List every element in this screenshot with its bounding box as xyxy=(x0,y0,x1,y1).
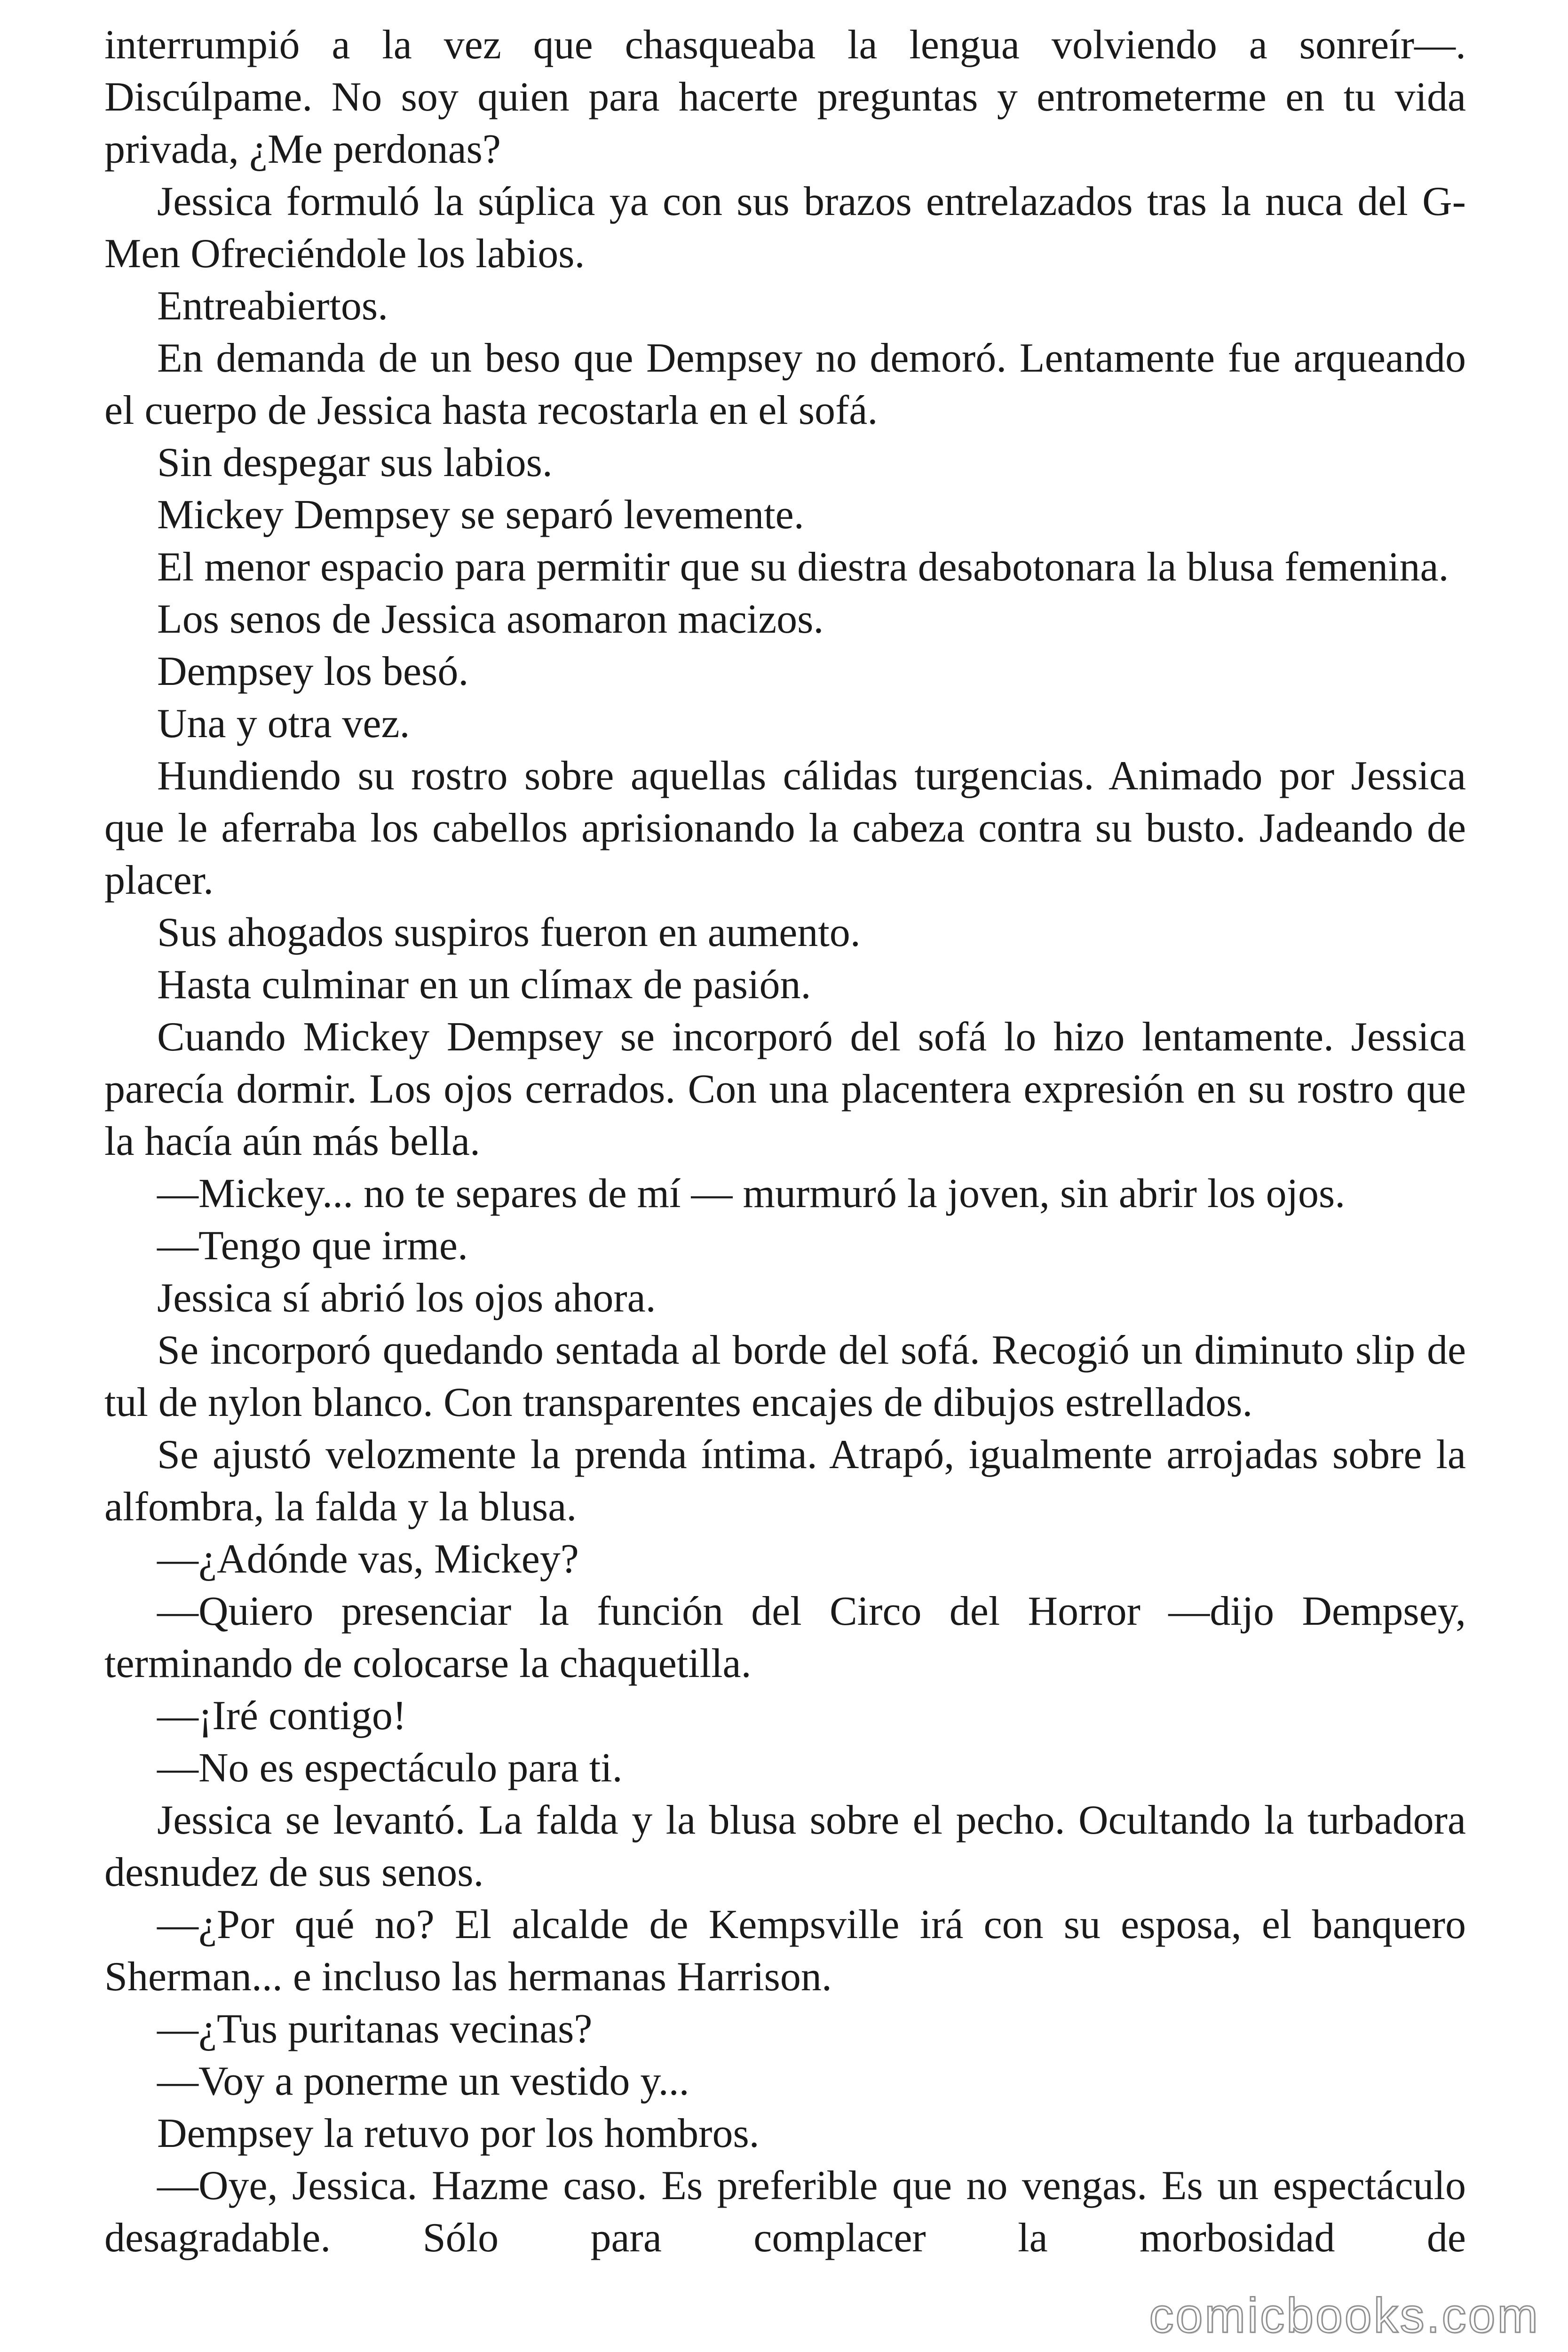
paragraph: En demanda de un beso que Dempsey no demoró. Lentamente fue arqueando el cuerpo de Jessica hasta recostarla en el sofá. xyxy=(104,335,1466,433)
book-page-text xyxy=(104,19,1466,2264)
paragraph: Los senos de Jessica asomaron macizos. xyxy=(157,596,824,642)
paragraph: Sus ahogados suspiros fueron en aumento. xyxy=(157,910,861,955)
watermark-text: comicbooks.com xyxy=(1149,2288,1540,2343)
paragraph: interrumpió a la vez que chasqueaba la lengua volviendo a sonreír—. Discúlpame. No soy quien para hacerte preguntas y entrometerme en tu vida privada, ¿Me perdonas? xyxy=(104,22,1466,172)
paragraph: Dempsey la retuvo por los hombros. xyxy=(157,2111,760,2156)
paragraph: —¿Tus puritanas vecinas? xyxy=(157,2006,593,2052)
paragraph: —¡Iré contigo! xyxy=(157,1693,407,1739)
paragraph: —Mickey... no te separes de mí — murmuró la joven, sin abrir los ojos. xyxy=(157,1171,1346,1216)
paragraph: —Oye, Jessica. Hazme caso. Es preferible que no vengas. Es un espectáculo desagradable. Sólo para complacer la morbosidad de xyxy=(104,2163,1466,2261)
paragraph: Cuando Mickey Dempsey se incorporó del sofá lo hizo lentamente. Jessica parecía dormir. Los ojos cerrados. Con una placentera expresión en su rostro que la hacía aún más bella. xyxy=(104,1014,1466,1164)
paragraph: Se ajustó velozmente la prenda íntima. Atrapó, igualmente arrojadas sobre la alfombra, la falda y la blusa. xyxy=(104,1432,1466,1530)
paragraph: —No es espectáculo para ti. xyxy=(157,1745,623,1791)
paragraph: —¿Adónde vas, Mickey? xyxy=(157,1536,579,1582)
paragraph: —Voy a ponerme un vestido y... xyxy=(157,2058,689,2104)
paragraph: Dempsey los besó. xyxy=(157,649,469,694)
paragraph: Hundiendo su rostro sobre aquellas cálidas turgencias. Animado por Jessica que le aferraba los cabellos aprisionando la cabeza contra su busto. Jadeando de placer. xyxy=(104,753,1466,903)
paragraph: Mickey Dempsey se separó levemente. xyxy=(157,492,804,538)
paragraph: Entreabiertos. xyxy=(157,283,388,329)
paragraph: Jessica se levantó. La falda y la blusa sobre el pecho. Ocultando la turbadora desnudez de sus senos. xyxy=(104,1797,1466,1895)
paragraph: Una y otra vez. xyxy=(157,701,410,747)
paragraph: El menor espacio para permitir que su diestra desabotonara la blusa femenina. xyxy=(157,544,1449,590)
paragraph: —¿Por qué no? El alcalde de Kempsville irá con su esposa, el banquero Sherman... e incluso las hermanas Harrison. xyxy=(104,1902,1466,2000)
paragraph: —Quiero presenciar la función del Circo del Horror —dijo Dempsey, terminando de colocarse la chaquetilla. xyxy=(104,1589,1466,1686)
paragraph: —Tengo que irme. xyxy=(157,1223,468,1269)
paragraph: Jessica formuló la súplica ya con sus brazos entrelazados tras la nuca del G-Men Ofreciéndole los labios. xyxy=(104,179,1466,277)
paragraph: Se incorporó quedando sentada al borde del sofá. Recogió un diminuto slip de tul de nylon blanco. Con transparentes encajes de dibujos estrellados. xyxy=(104,1327,1466,1425)
paragraph: Jessica sí abrió los ojos ahora. xyxy=(157,1275,656,1321)
paragraph: Hasta culminar en un clímax de pasión. xyxy=(157,962,811,1008)
paragraph: Sin despegar sus labios. xyxy=(157,440,553,485)
